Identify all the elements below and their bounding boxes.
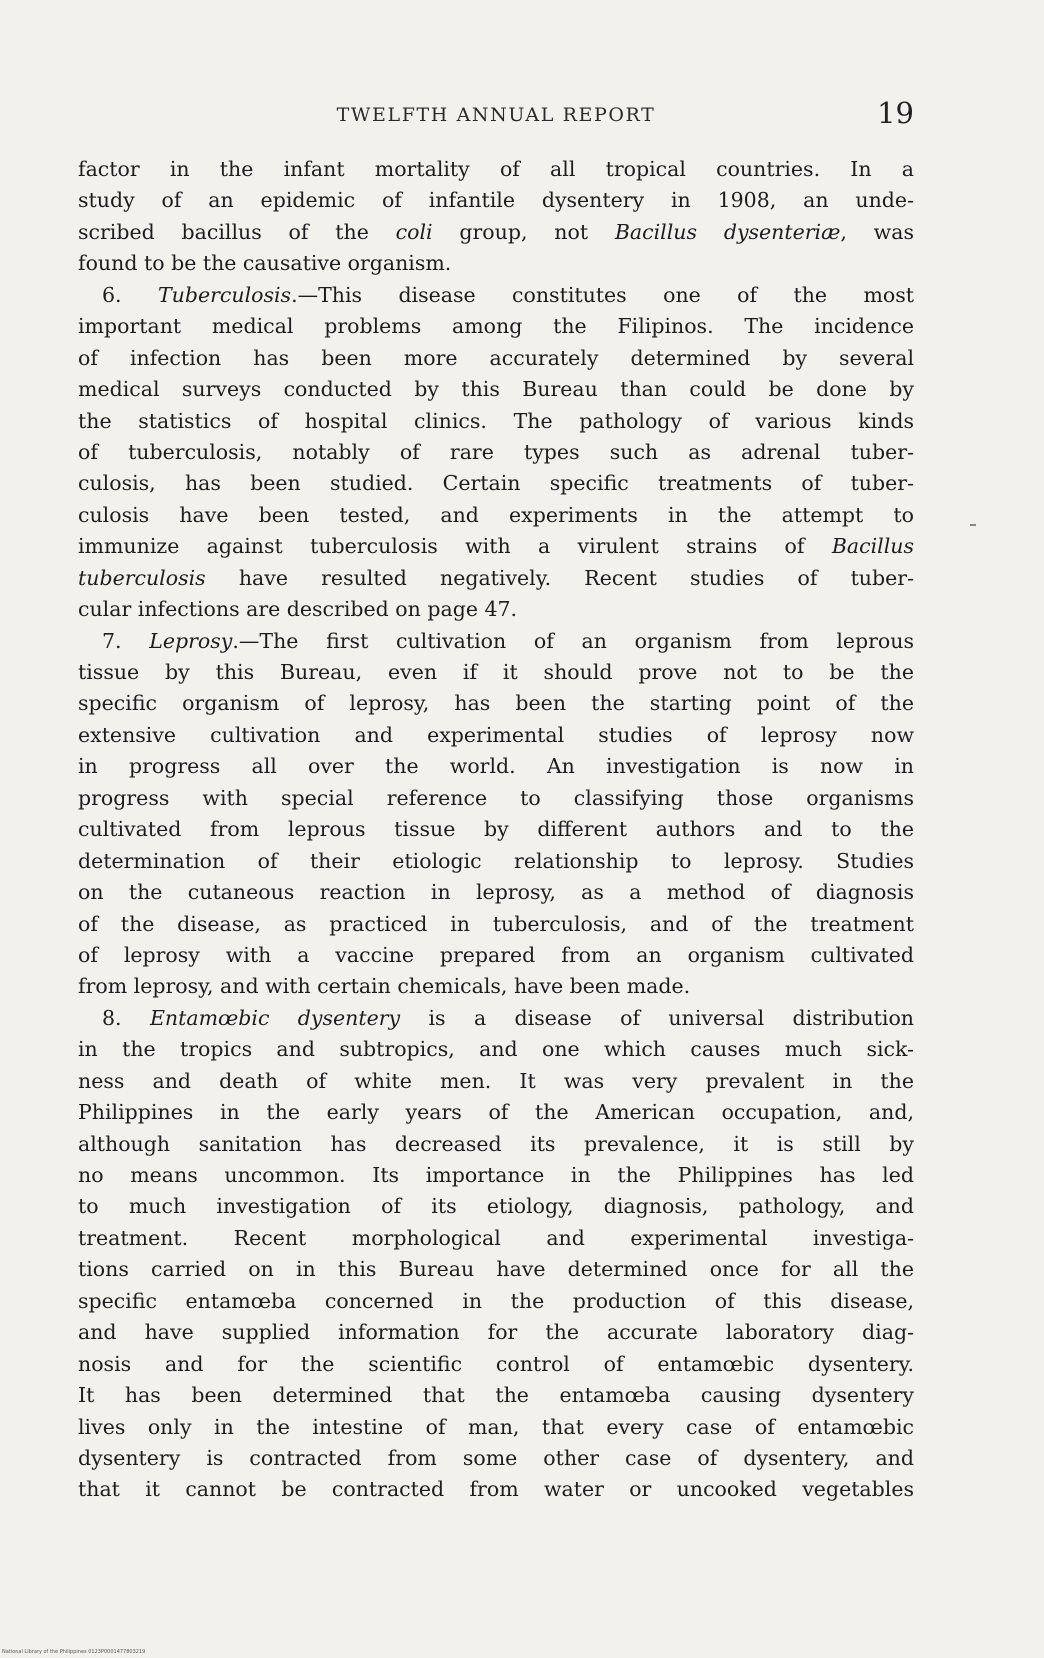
text-run: tissue by this Bureau, even if it should prove not to be the [78, 660, 914, 684]
text-line [78, 688, 914, 719]
text-run: extensive cultivation and experimental studies of leprosy now [78, 722, 914, 747]
running-head: TWELFTH ANNUAL REPORT [336, 104, 656, 126]
scan-mark [970, 524, 976, 526]
text-run: from leprosy, and with certain chemicals, have been made. [78, 974, 691, 999]
italic-term: Bacillus dysenteriæ [614, 219, 841, 244]
text-run: in progress all over the world. An investigation is now in [78, 754, 914, 779]
text-line [78, 1317, 914, 1348]
text-line [78, 814, 914, 845]
text-line [78, 154, 914, 185]
text-line [78, 1223, 914, 1254]
italic-term: Leprosy [149, 628, 233, 653]
text-run: found to be the causative organism. [78, 251, 452, 276]
text-run: although sanitation has decreased its prevalence, it is still by [78, 1131, 914, 1156]
text-run: of infection has been more accurately determined by several [78, 345, 914, 370]
text-line [78, 217, 914, 248]
text-run: immunize against tuberculosis with a virulent strains of [78, 534, 832, 559]
text-run: study of an epidemic of infantile dysentery in 1908, an unde- [78, 188, 914, 213]
body-text [78, 154, 914, 1506]
text-line [78, 1443, 914, 1474]
text-line [78, 406, 914, 437]
text-run: dysentery is contracted from some other case of dysentery, and [78, 1445, 914, 1470]
text-run: specific entamœba concerned in the production of this disease, [78, 1288, 914, 1313]
text-run: nosis and for the scientific control of entamœbic dysentery. [78, 1351, 914, 1376]
text-line [78, 594, 914, 625]
text-line [78, 500, 914, 531]
page-number: 19 [877, 96, 914, 130]
text-line [78, 563, 914, 594]
text-run: ness and death of white men. It was very prevalent in the [78, 1068, 914, 1093]
text-run: important medical problems among the Filipinos. The incidence [78, 314, 914, 339]
text-line [78, 343, 914, 374]
text-line [78, 437, 914, 468]
text-line [78, 940, 914, 971]
page-header [78, 96, 914, 140]
text-run: to much investigation of its etiology, diagnosis, pathology, and [78, 1194, 914, 1219]
text-line [78, 1412, 914, 1443]
text-line [78, 1034, 914, 1065]
text-line [78, 720, 914, 751]
text-run: tions carried on in this Bureau have determined once for all the [78, 1257, 914, 1282]
text-run: of the disease, as practiced in tuberculosis, and of the treatment [78, 911, 914, 936]
text-run: 6. [102, 282, 158, 307]
text-line [78, 1349, 914, 1380]
text-run: treatment. Recent morphological and experimental investiga- [78, 1225, 914, 1250]
text-line [78, 1474, 914, 1505]
text-line [78, 1003, 914, 1034]
text-line [78, 751, 914, 782]
text-line [78, 374, 914, 405]
text-line [78, 1191, 914, 1222]
text-run: 8. [102, 1005, 150, 1030]
text-line [78, 657, 914, 688]
text-run: lives only in the intestine of man, that every case of entamœbic [78, 1414, 914, 1439]
text-run: , was [840, 219, 914, 244]
text-run: that it cannot be contracted from water or uncooked vegetables [78, 1477, 914, 1502]
text-run: culosis, has been studied. Certain specific treatments of tuber- [78, 471, 914, 496]
text-run: is a disease of universal distribution [400, 1005, 914, 1030]
text-run: no means uncommon. Its importance in the Philippines has led [78, 1163, 914, 1187]
text-line [78, 1286, 914, 1317]
text-run: have resulted negatively. Recent studies of tuber- [205, 565, 914, 590]
text-line [78, 971, 914, 1002]
text-run: specific organism of leprosy, has been the starting point of the [78, 691, 914, 716]
italic-term: Tuberculosis [157, 282, 292, 307]
italic-term: Bacillus [831, 534, 914, 559]
text-run: of tuberculosis, notably of rare types such as adrenal tuber- [78, 439, 914, 464]
text-run: group, not [432, 219, 615, 244]
text-line [78, 1254, 914, 1285]
text-line [78, 531, 914, 562]
text-run: Philippines in the early years of the American occupation, and, [78, 1100, 914, 1125]
text-run: culosis have been tested, and experiments in the attempt to [78, 502, 914, 527]
text-line [78, 311, 914, 342]
text-line [78, 1380, 914, 1411]
text-run: factor in the infant mortality of all tropical countries. In a [78, 157, 914, 181]
text-run: and have supplied information for the accurate laboratory diag- [78, 1320, 914, 1345]
text-run: cultivated from leprous tissue by different authors and to the [78, 817, 914, 842]
italic-term: tuberculosis [78, 565, 206, 590]
text-run: medical surveys conducted by this Bureau than could be done by [78, 377, 914, 402]
text-line [78, 783, 914, 814]
text-run: progress with special reference to classifying those organisms [78, 785, 914, 810]
text-run: determination of their etiologic relationship to leprosy. Studies [78, 848, 914, 873]
text-run: .—The first cultivation of an organism from leprous [232, 628, 914, 653]
text-line [78, 909, 914, 940]
text-run: on the cutaneous reaction in leprosy, as a method of diagnosis [78, 880, 914, 905]
text-line [78, 846, 914, 877]
text-line [78, 626, 914, 657]
text-run: in the tropics and subtropics, and one which causes much sick- [78, 1037, 914, 1062]
text-run: It has been determined that the entamœba causing dysentery [78, 1383, 914, 1408]
text-line [78, 1066, 914, 1097]
text-line [78, 468, 914, 499]
text-run: scribed bacillus of the [78, 219, 396, 244]
text-run: the statistics of hospital clinics. The pathology of various kinds [78, 408, 914, 433]
scan-footer: National Library of the Philippines 0123P0001477803219 [2, 1649, 146, 1655]
text-line [78, 248, 914, 279]
text-run: of leprosy with a vaccine prepared from an organism cultivated [78, 942, 914, 967]
italic-term: Entamœbic dysentery [149, 1005, 401, 1030]
text-line [78, 877, 914, 908]
text-run: .—This disease constitutes one of the most [291, 282, 914, 307]
italic-term: coli [395, 219, 433, 244]
text-run: cular infections are described on page 47. [78, 597, 518, 622]
text-line [78, 1097, 914, 1128]
text-line [78, 1160, 914, 1191]
text-line [78, 1129, 914, 1160]
text-line [78, 280, 914, 311]
text-line [78, 185, 914, 216]
text-run: 7. [102, 628, 150, 653]
